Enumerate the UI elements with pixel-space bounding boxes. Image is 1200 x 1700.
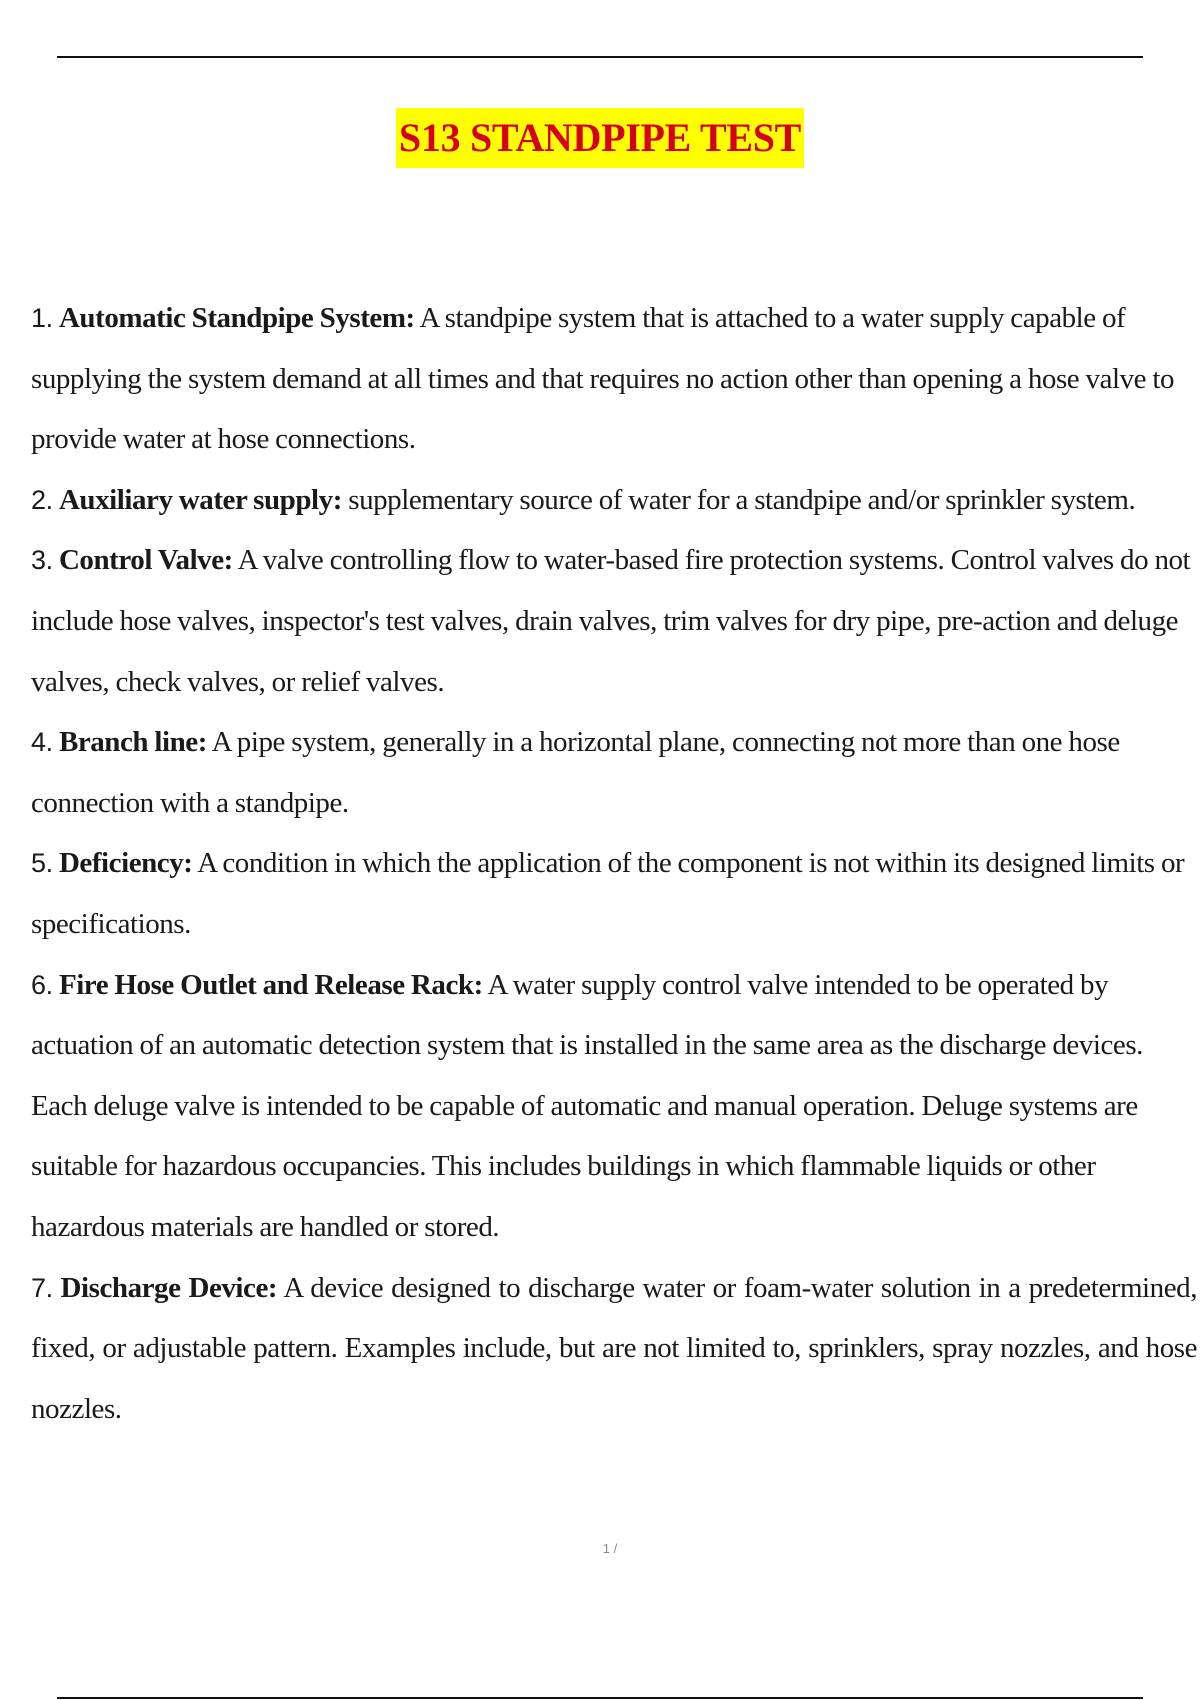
definition-item (31, 1258, 1197, 1440)
definition-text: A pipe system, generally in a horizontal plane, connecting not more than one hose connection with a standpipe. (31, 726, 1120, 819)
definition-text: A valve controlling flow to water-based fire protection systems. Control valves do not include hose valves, inspector's test valves, drain valves, trim valves for dry pipe, pre-action and deluge valves, check valves, or relief valves. (31, 544, 1191, 698)
bottom-divider (57, 1697, 1143, 1699)
definition-item (31, 530, 1197, 712)
title-container (0, 108, 1200, 168)
definition-term: Discharge Device: (60, 1271, 278, 1304)
definition-term: Auxiliary water supply: (58, 483, 342, 516)
definition-number: 6. (31, 969, 53, 1000)
definition-text: A device designed to discharge water or foam-water solution in a predetermined, fixed, or adjustable pattern. Examples include, but are not limited to, sprinklers, spray nozzles, and hose nozzles. (31, 1271, 1197, 1425)
definition-term: Automatic Standpipe System: (58, 302, 415, 334)
definition-text: A water supply control valve intended to be operated by actuation of an automatic detection system that is installed in the same area as the discharge devices. Each deluge valve is intended to be capable of automatic and manual operation. Deluge systems are suitable for hazardous occupancies. This includes buildings in which flammable liquids or other hazardous materials are handled or stored. (31, 968, 1143, 1243)
definition-number: 5. (31, 848, 53, 879)
definition-term: Deficiency: (58, 847, 193, 880)
definition-item (31, 833, 1197, 954)
definition-item (31, 288, 1197, 470)
definition-number: 1. (31, 303, 53, 333)
definition-text: supplementary source of water for a standpipe and/or sprinkler system. (348, 483, 1136, 516)
definition-item (31, 712, 1197, 833)
definition-item (31, 470, 1197, 531)
top-divider (57, 56, 1143, 58)
definition-term: Fire Hose Outlet and Release Rack: (58, 968, 483, 1001)
definition-text: A standpipe system that is attached to a water supply capable of supplying the system demand at all times and that requires no action other than opening a hose valve to provide water at hose connections. (31, 302, 1175, 456)
definition-number: 7. (31, 1272, 53, 1303)
definition-number: 4. (31, 727, 53, 758)
document-title: S13 STANDPIPE TEST (396, 108, 804, 168)
definition-number: 2. (31, 484, 53, 515)
definition-number: 3. (31, 545, 53, 576)
definition-list (31, 288, 1197, 1439)
definition-term: Branch line: (58, 726, 207, 759)
definition-item (31, 955, 1197, 1258)
definition-text: A condition in which the application of the component is not within its designed limits or specifications. (31, 847, 1185, 940)
definition-term: Control Valve: (58, 544, 233, 577)
page-number: 1 / (602, 1541, 618, 1556)
